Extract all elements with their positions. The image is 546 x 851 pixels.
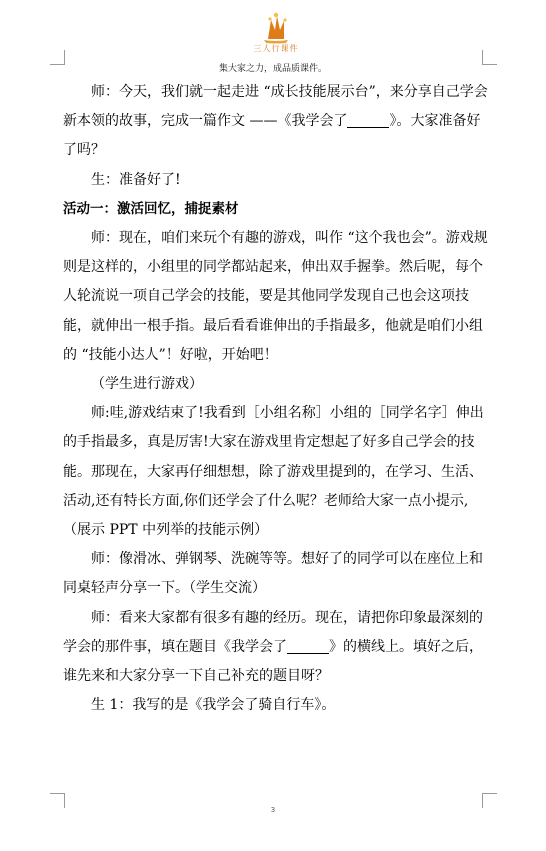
fill-blank-line: [347, 113, 389, 128]
header-logo: [240, 12, 312, 56]
section-heading-activity-one: 活动一：激活回忆，捕捉素材: [63, 200, 239, 217]
paragraph-examples: 师：像滑冰、弹钢琴、洗碗等等。想好了的同学可以在座位上和同桌轻声分享一下。（学生交流）: [63, 551, 483, 597]
page-number: 3: [270, 806, 276, 814]
paragraph-student-one: 生 1：我写的是《我学会了骑自行车》。: [91, 697, 336, 714]
logo-text: 三人行课件: [253, 44, 299, 53]
paragraph-game-rules: 师：现在，咱们来玩个有趣的游戏，叫作 “这个我也会”。游戏规则是这样的，小组里的同学都站起来，伸出双手握拳。然后呢，每个人轮流说一项自己学会的技能，要是其他同学发现自己也会这项技能，就伸出一根手指。最后看看谁伸出的手指最多，他就是咱们小组的 “技能小达人”！好啦，开始吧！: [63, 230, 488, 363]
header-tagline: 集大家之力，成品质课件。: [218, 64, 327, 74]
paragraph-student-reply: 生：准备好了!: [91, 171, 181, 188]
paragraph-text: 》的横线上。填好之后，谁先来和大家分享一下自己补充的题目呀？: [63, 638, 483, 685]
paragraph-after-game: 师:哇,游戏结束了!我看到［小组名称］小组的［同学名字］伸出的手指最多，真是厉害!大家在游戏里肯定想起了好多自己学会的技能。那现在，大家再仔细想想，除了游戏里提到的，在学习、生活、活动,还有特长方面,你们还学会了什么呢？老师给大家一点小提示,（展示 PPT 中列举的技能示例）: [63, 405, 484, 539]
logo-emblem-icon: [240, 12, 312, 44]
paragraph-fill-title: [63, 604, 491, 692]
paragraph-text: 师：看来大家都有很多有趣的经历。现在，请把你印象最深刻的学会的那件事，填在题目《我学会了: [63, 609, 483, 655]
paragraph-text: 师：今天，我们就一起走进 “成长技能展示台”，来分享自己学会新本领的故事，完成一篇作文 ——《我学会了: [63, 84, 488, 130]
paragraph-teacher-intro: [63, 78, 491, 166]
paragraph-stage-direction: （学生进行游戏）: [91, 376, 203, 393]
document-body: [63, 78, 491, 720]
paragraph-text: 》。大家准备好了吗？: [63, 113, 481, 159]
fill-blank-line: [287, 639, 329, 654]
